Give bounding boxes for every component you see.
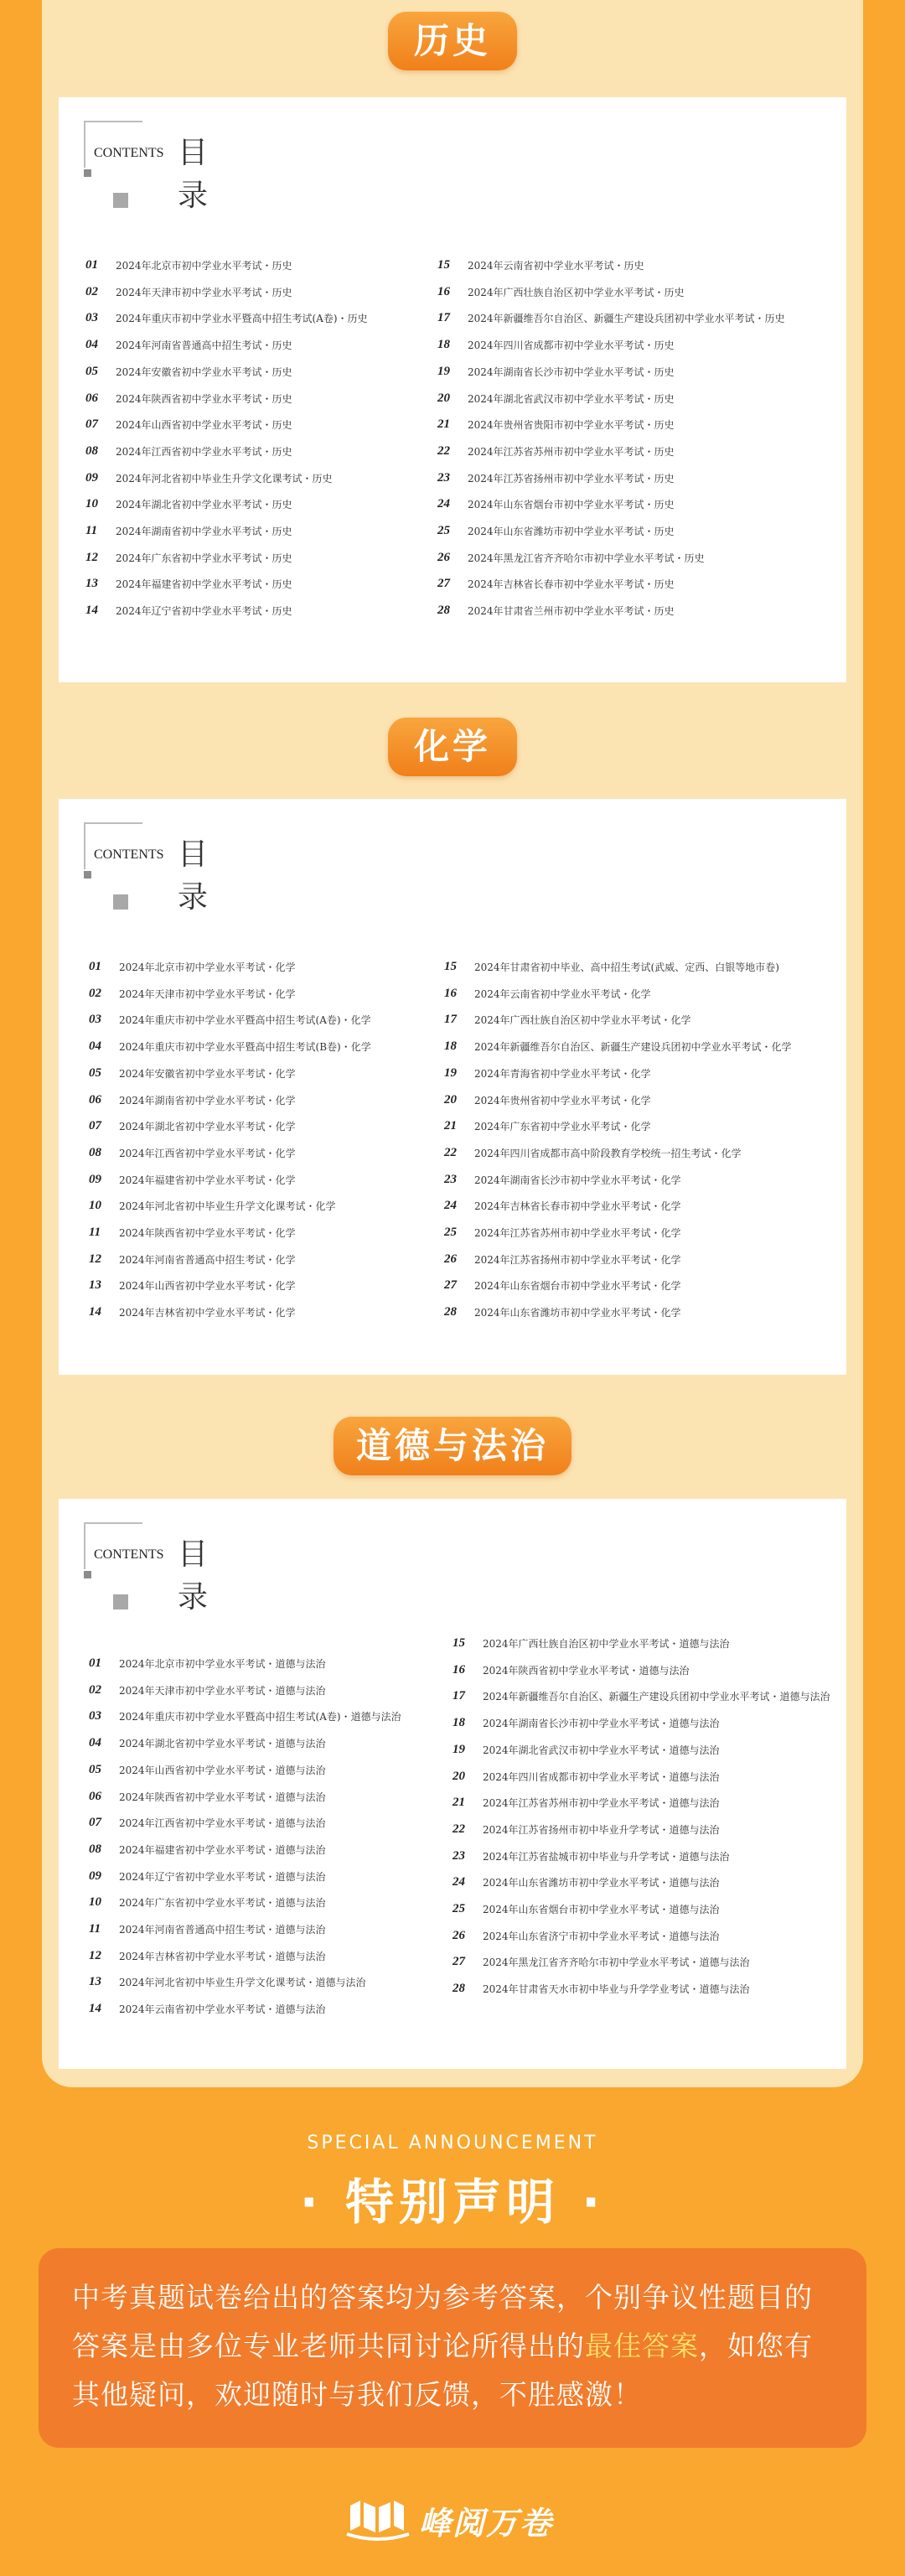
- toc-item-title: 2024年福建省初中学业水平考试・道德与法治: [119, 1843, 326, 1856]
- toc-item-title: 2024年吉林省长春市初中学业水平考试・化学: [474, 1200, 681, 1213]
- toc-item-number: 10: [89, 1199, 101, 1213]
- toc-item-title: 2024年新疆维吾尔自治区、新疆生产建设兵团初中学业水平考试・化学: [474, 1041, 792, 1054]
- toc-header-square: [113, 894, 128, 910]
- toc-item-number: 17: [437, 311, 450, 325]
- toc-item-title: 2024年青海省初中学业水平考试・化学: [474, 1067, 651, 1080]
- toc-item-number: 09: [89, 1172, 101, 1186]
- toc-item-number: 22: [452, 1822, 465, 1836]
- toc-item-number: 02: [89, 986, 101, 1000]
- toc-item-title: 2024年山西省初中学业水平考试・化学: [119, 1280, 296, 1293]
- toc-title: 目 录: [178, 136, 222, 213]
- toc-item-title: 2024年江苏省扬州市初中学业水平考试・历史: [468, 472, 675, 485]
- toc-item-number: 28: [444, 1305, 457, 1319]
- brand-logo: [345, 2492, 563, 2542]
- toc-item-title: 2024年北京市初中学业水平考试・道德与法治: [119, 1658, 326, 1670]
- toc-item-number: 13: [85, 577, 98, 591]
- toc-item-title: 2024年广东省初中学业水平考试・历史: [116, 552, 292, 564]
- toc-item-number: 08: [89, 1842, 101, 1856]
- toc-item-number: 18: [437, 338, 450, 352]
- toc-item-title: 2024年四川省成都市初中学业水平考试・道德与法治: [483, 1770, 720, 1783]
- toc-header-square: [84, 871, 91, 879]
- toc-item-title: 2024年山东省烟台市初中学业水平考试・道德与法治: [483, 1904, 720, 1915]
- toc-item-number: 14: [89, 1305, 101, 1319]
- toc-header: [84, 121, 268, 213]
- toc-item-title: 2024年广西壮族自治区初中学业水平考试・历史: [468, 286, 685, 298]
- toc-header-line: [84, 822, 142, 824]
- toc-item-number: 27: [437, 577, 450, 591]
- toc-item-title: 2024年江苏省扬州市初中毕业升学考试・道德与法治: [483, 1823, 720, 1836]
- announcement-text: 中考真题试卷给出的答案均为参考答案，个别争议性题目的答案是由多位专业老师共同讨论所得出的: [72, 2281, 813, 2362]
- announcement-highlight: 最佳答案: [585, 2330, 699, 2362]
- toc-item-title: 2024年贵州省初中学业水平考试・化学: [474, 1094, 651, 1107]
- toc-item-number: 16: [444, 986, 457, 1000]
- toc-item-title: 2024年天津市初中学业水平考试・化学: [119, 987, 296, 1000]
- announcement-subtitle: SPECIAL ANNOUNCEMENT: [307, 2133, 598, 2154]
- toc-item-title: 2024年广西壮族自治区初中学业水平考试・道德与法治: [483, 1638, 730, 1650]
- toc-item-number: 15: [437, 258, 450, 272]
- toc-item-title: 2024年陕西省初中学业水平考试・化学: [119, 1227, 296, 1239]
- toc-item-number: 01: [89, 1656, 101, 1670]
- toc-item-title: 2024年安徽省初中学业水平考试・化学: [119, 1067, 296, 1080]
- toc-item-number: 24: [444, 1199, 457, 1213]
- toc-header-square: [84, 1571, 91, 1578]
- toc-item-title: 2024年河北省初中毕业生升学文化课考试・化学: [119, 1200, 336, 1213]
- toc-item-title: 2024年吉林省初中学业水平考试・道德与法治: [119, 1950, 326, 1962]
- toc-item-title: 2024年湖北省武汉市初中学业水平考试・道德与法治: [483, 1744, 720, 1756]
- section-badge-chemistry: 化学: [388, 718, 517, 776]
- toc-item-number: 09: [89, 1869, 101, 1883]
- toc-item-number: 12: [89, 1252, 101, 1266]
- toc-item-title: 2024年湖南省长沙市初中学业水平考试・道德与法治: [483, 1718, 720, 1730]
- toc-item-title: 2024年重庆市初中学业水平暨高中招生考试(A卷)・化学: [119, 1014, 371, 1027]
- contents-label: CONTENTS: [94, 146, 164, 160]
- toc-item-number: 21: [444, 1119, 457, 1133]
- toc-item-number: 16: [437, 284, 450, 298]
- toc-item-title: 2024年吉林省初中学业水平考试・化学: [119, 1307, 296, 1319]
- toc-item-title: 2024年福建省初中学业水平考试・历史: [116, 578, 292, 591]
- toc-item-number: 28: [437, 604, 450, 618]
- toc-item-number: 16: [452, 1662, 465, 1677]
- toc-item-number: 06: [85, 391, 98, 405]
- toc-item-number: 07: [85, 417, 98, 432]
- toc-item-title: 2024年陕西省初中学业水平考试・道德与法治: [483, 1664, 690, 1677]
- toc-item-title: 2024年吉林省长春市初中学业水平考试・历史: [468, 578, 675, 591]
- toc-item-title: 2024年辽宁省初中学业水平考试・历史: [116, 605, 292, 618]
- toc-item-number: 02: [89, 1682, 101, 1697]
- toc-item-number: 07: [89, 1119, 101, 1133]
- toc-item-number: 18: [452, 1716, 465, 1730]
- toc-item-title: 2024年甘肃省兰州市初中学业水平考试・历史: [468, 605, 675, 618]
- toc-item-number: 17: [444, 1013, 457, 1027]
- toc-header-line: [84, 121, 142, 122]
- toc-item-title: 2024年广西壮族自治区初中学业水平考试・化学: [474, 1014, 691, 1027]
- toc-item-number: 26: [452, 1928, 465, 1942]
- toc-item-number: 27: [444, 1278, 457, 1293]
- toc-item-title: 2024年江苏省盐城市初中毕业与升学考试・道德与法治: [483, 1850, 730, 1863]
- contents-label: CONTENTS: [94, 847, 164, 862]
- toc-item-title: 2024年山西省初中学业水平考试・道德与法治: [119, 1764, 326, 1776]
- toc-item-title: 2024年河南省普通高中招生考试・道德与法治: [119, 1924, 326, 1936]
- toc-header-square: [113, 193, 128, 208]
- toc-item-title: 2024年湖北省初中学业水平考试・道德与法治: [119, 1738, 326, 1750]
- contents-label: CONTENTS: [94, 1547, 164, 1562]
- toc-header-line: [84, 121, 85, 168]
- section-badge-morality-law: 道德与法治: [334, 1417, 571, 1475]
- toc-item-title: 2024年云南省初中学业水平考试・历史: [468, 260, 644, 272]
- toc-item-title: 2024年湖北省初中学业水平考试・化学: [119, 1121, 296, 1133]
- toc-header-square: [113, 1594, 128, 1609]
- toc-item-title: 2024年山东省潍坊市初中学业水平考试・化学: [474, 1307, 681, 1319]
- toc-title: 目 录: [178, 837, 222, 915]
- toc-item-number: 25: [437, 524, 450, 537]
- toc-item-number: 22: [437, 443, 450, 458]
- toc-item-number: 27: [452, 1955, 465, 1969]
- toc-item-title: 2024年四川省成都市高中阶段教育学校统一招生考试・化学: [474, 1147, 742, 1159]
- toc-item-number: 13: [89, 1975, 101, 1989]
- toc-item-title: 2024年山东省济宁市初中学业水平考试・道德与法治: [483, 1930, 720, 1942]
- toc-item-number: 06: [89, 1092, 101, 1107]
- toc-item-number: 15: [444, 960, 457, 973]
- toc-item-number: 05: [89, 1065, 101, 1080]
- toc-item-title: 2024年山西省初中学业水平考试・历史: [116, 419, 292, 432]
- toc-item-number: 26: [437, 550, 450, 564]
- toc-item-title: 2024年湖北省初中学业水平考试・历史: [116, 499, 292, 511]
- toc-item-title: 2024年河北省初中毕业生升学文化课考试・历史: [116, 472, 333, 485]
- toc-item-number: 20: [444, 1092, 457, 1107]
- toc-item-title: 2024年河北省初中毕业生升学文化课考试・道德与法治: [119, 1977, 366, 1989]
- toc-item-number: 24: [437, 497, 450, 511]
- toc-item-number: 17: [452, 1689, 465, 1703]
- toc-item-number: 03: [89, 1709, 101, 1723]
- toc-header-line: [84, 822, 85, 869]
- toc-item-number: 18: [444, 1039, 457, 1054]
- toc-item-title: 2024年四川省成都市初中学业水平考试・历史: [468, 339, 675, 352]
- toc-item-number: 28: [452, 1982, 465, 1996]
- brand-name: 峰阅万卷: [419, 2505, 554, 2542]
- toc-card-chemistry: [59, 799, 846, 1375]
- toc-item-number: 06: [89, 1789, 101, 1803]
- toc-item-number: 23: [452, 1848, 465, 1863]
- toc-item-title: 2024年江西省初中学业水平考试・道德与法治: [119, 1817, 326, 1830]
- toc-item-title: 2024年辽宁省初中学业水平考试・道德与法治: [119, 1870, 326, 1883]
- toc-item-number: 10: [85, 497, 98, 511]
- toc-item-number: 19: [452, 1742, 465, 1756]
- toc-item-title: 2024年黑龙江省齐齐哈尔市初中学业水平考试・历史: [468, 552, 705, 564]
- toc-item-number: 21: [437, 417, 450, 432]
- toc-item-number: 19: [444, 1065, 457, 1080]
- announcement-title: · 特别声明 ·: [299, 2174, 606, 2231]
- toc-item-title: 2024年新疆维吾尔自治区、新疆生产建设兵团初中学业水平考试・道德与法治: [483, 1691, 830, 1703]
- toc-item-number: 01: [89, 960, 101, 973]
- toc-item-number: 21: [452, 1796, 465, 1810]
- toc-item-title: 2024年江苏省苏州市初中学业水平考试・化学: [474, 1227, 681, 1239]
- toc-item-title: 2024年江西省初中学业水平考试・化学: [119, 1147, 296, 1159]
- toc-item-number: 03: [85, 311, 98, 325]
- toc-item-number: 20: [452, 1769, 465, 1783]
- toc-item-number: 04: [85, 338, 98, 352]
- toc-item-number: 07: [89, 1816, 101, 1830]
- toc-item-number: 08: [85, 443, 98, 458]
- toc-item-title: 2024年山东省潍坊市初中学业水平考试・道德与法治: [483, 1877, 720, 1889]
- toc-item-number: 03: [89, 1013, 101, 1027]
- toc-header-line: [84, 1522, 85, 1569]
- book-logo-icon: [345, 2497, 411, 2541]
- toc-item-title: 2024年山东省潍坊市初中学业水平考试・历史: [468, 526, 675, 537]
- toc-item-number: 11: [85, 524, 98, 537]
- toc-item-number: 23: [437, 470, 450, 485]
- toc-item-number: 10: [89, 1895, 101, 1910]
- toc-item-title: 2024年广东省初中学业水平考试・化学: [474, 1121, 651, 1133]
- toc-item-title: 2024年江苏省扬州市初中学业水平考试・化学: [474, 1253, 681, 1266]
- toc-item-number: 24: [452, 1875, 465, 1889]
- toc-item-number: 15: [452, 1636, 465, 1650]
- toc-item-title: 2024年山东省烟台市初中学业水平考试・历史: [468, 499, 675, 511]
- toc-item-number: 22: [444, 1145, 457, 1159]
- toc-item-number: 12: [89, 1948, 101, 1962]
- toc-header: [84, 822, 268, 915]
- toc-item-title: 2024年天津市初中学业水平考试・道德与法治: [119, 1684, 326, 1697]
- toc-item-number: 12: [85, 550, 98, 564]
- toc-item-title: 2024年江苏省苏州市初中学业水平考试・道德与法治: [483, 1797, 720, 1810]
- toc-item-title: 2024年黑龙江省齐齐哈尔市初中学业水平考试・道德与法治: [483, 1957, 750, 1969]
- toc-item-number: 11: [89, 1922, 101, 1936]
- toc-item-title: 2024年江西省初中学业水平考试・历史: [116, 445, 292, 458]
- toc-item-number: 01: [85, 258, 98, 272]
- toc-item-number: 05: [85, 364, 98, 378]
- toc-card-history: [59, 97, 846, 682]
- toc-item-title: 2024年新疆维吾尔自治区、新疆生产建设兵团初中学业水平考试・历史: [468, 313, 785, 325]
- toc-item-title: 2024年山东省烟台市初中学业水平考试・化学: [474, 1280, 681, 1293]
- toc-item-number: 13: [89, 1278, 101, 1293]
- toc-item-title: 2024年广东省初中学业水平考试・道德与法治: [119, 1897, 326, 1910]
- toc-item-title: 2024年甘肃省初中毕业、高中招生考试(武威、定西、白银等地市卷): [474, 961, 779, 973]
- toc-item-number: 26: [444, 1252, 457, 1266]
- toc-item-title: 2024年江苏省苏州市初中学业水平考试・历史: [468, 445, 675, 458]
- toc-item-number: 14: [89, 2002, 101, 2016]
- toc-item-number: 23: [444, 1172, 457, 1186]
- toc-item-title: 2024年湖南省长沙市初中学业水平考试・化学: [474, 1174, 681, 1186]
- toc-item-title: 2024年河南省普通高中招生考试・化学: [119, 1253, 296, 1266]
- toc-item-title: 2024年湖南省长沙市初中学业水平考试・历史: [468, 365, 675, 378]
- toc-item-title: 2024年甘肃省天水市初中毕业与升学学业考试・道德与法治: [483, 1983, 750, 1996]
- toc-item-number: 25: [452, 1902, 465, 1915]
- toc-item-number: 05: [89, 1762, 101, 1776]
- toc-item-title: 2024年福建省初中学业水平考试・化学: [119, 1174, 296, 1186]
- announcement-box: [39, 2248, 866, 2448]
- toc-header-square: [84, 169, 91, 177]
- toc-item-title: 2024年重庆市初中学业水平暨高中招生考试(B卷)・化学: [119, 1041, 371, 1054]
- toc-item-title: 2024年北京市初中学业水平考试・化学: [119, 961, 296, 973]
- toc-item-title: 2024年北京市初中学业水平考试・历史: [116, 260, 292, 272]
- toc-item-number: 19: [437, 364, 450, 378]
- toc-item-number: 08: [89, 1145, 101, 1159]
- toc-header-line: [84, 1522, 142, 1524]
- toc-item-number: 02: [85, 284, 98, 298]
- toc-item-title: 2024年云南省初中学业水平考试・化学: [474, 987, 651, 1000]
- toc-item-title: 2024年河南省普通高中招生考试・历史: [116, 339, 292, 352]
- toc-item-title: 2024年天津市初中学业水平考试・历史: [116, 286, 292, 298]
- toc-item-number: 04: [89, 1039, 101, 1054]
- toc-item-title: 2024年安徽省初中学业水平考试・历史: [116, 365, 292, 378]
- toc-item-title: 2024年重庆市初中学业水平暨高中招生考试(A卷)・道德与法治: [119, 1711, 401, 1723]
- section-badge-history: 历史: [388, 12, 517, 70]
- toc-item-title: 2024年湖北省武汉市初中学业水平考试・历史: [468, 392, 675, 405]
- toc-item-title: 2024年重庆市初中学业水平暨高中招生考试(A卷)・历史: [116, 313, 368, 325]
- announcement-text: ，如您有其他疑问，欢迎随时与我们反馈，不胜感激！: [72, 2330, 813, 2411]
- toc-item-number: 09: [85, 470, 98, 485]
- toc-item-title: 2024年陕西省初中学业水平考试・历史: [116, 392, 292, 405]
- toc-item-title: 2024年贵州省贵阳市初中学业水平考试・历史: [468, 419, 675, 432]
- toc-item-title: 2024年湖南省初中学业水平考试・化学: [119, 1094, 296, 1107]
- toc-card-morality-law: [59, 1499, 846, 2069]
- toc-header: [84, 1522, 268, 1615]
- toc-item-number: 25: [444, 1226, 457, 1239]
- toc-item-number: 14: [85, 604, 98, 618]
- toc-item-title: 2024年陕西省初中学业水平考试・道德与法治: [119, 1791, 326, 1803]
- toc-item-title: 2024年云南省初中学业水平考试・道德与法治: [119, 2003, 326, 2016]
- toc-item-number: 04: [89, 1736, 101, 1750]
- toc-title: 目 录: [178, 1537, 222, 1615]
- toc-item-number: 20: [437, 391, 450, 405]
- toc-item-number: 11: [89, 1226, 101, 1239]
- toc-item-title: 2024年湖南省初中学业水平考试・历史: [116, 526, 292, 537]
